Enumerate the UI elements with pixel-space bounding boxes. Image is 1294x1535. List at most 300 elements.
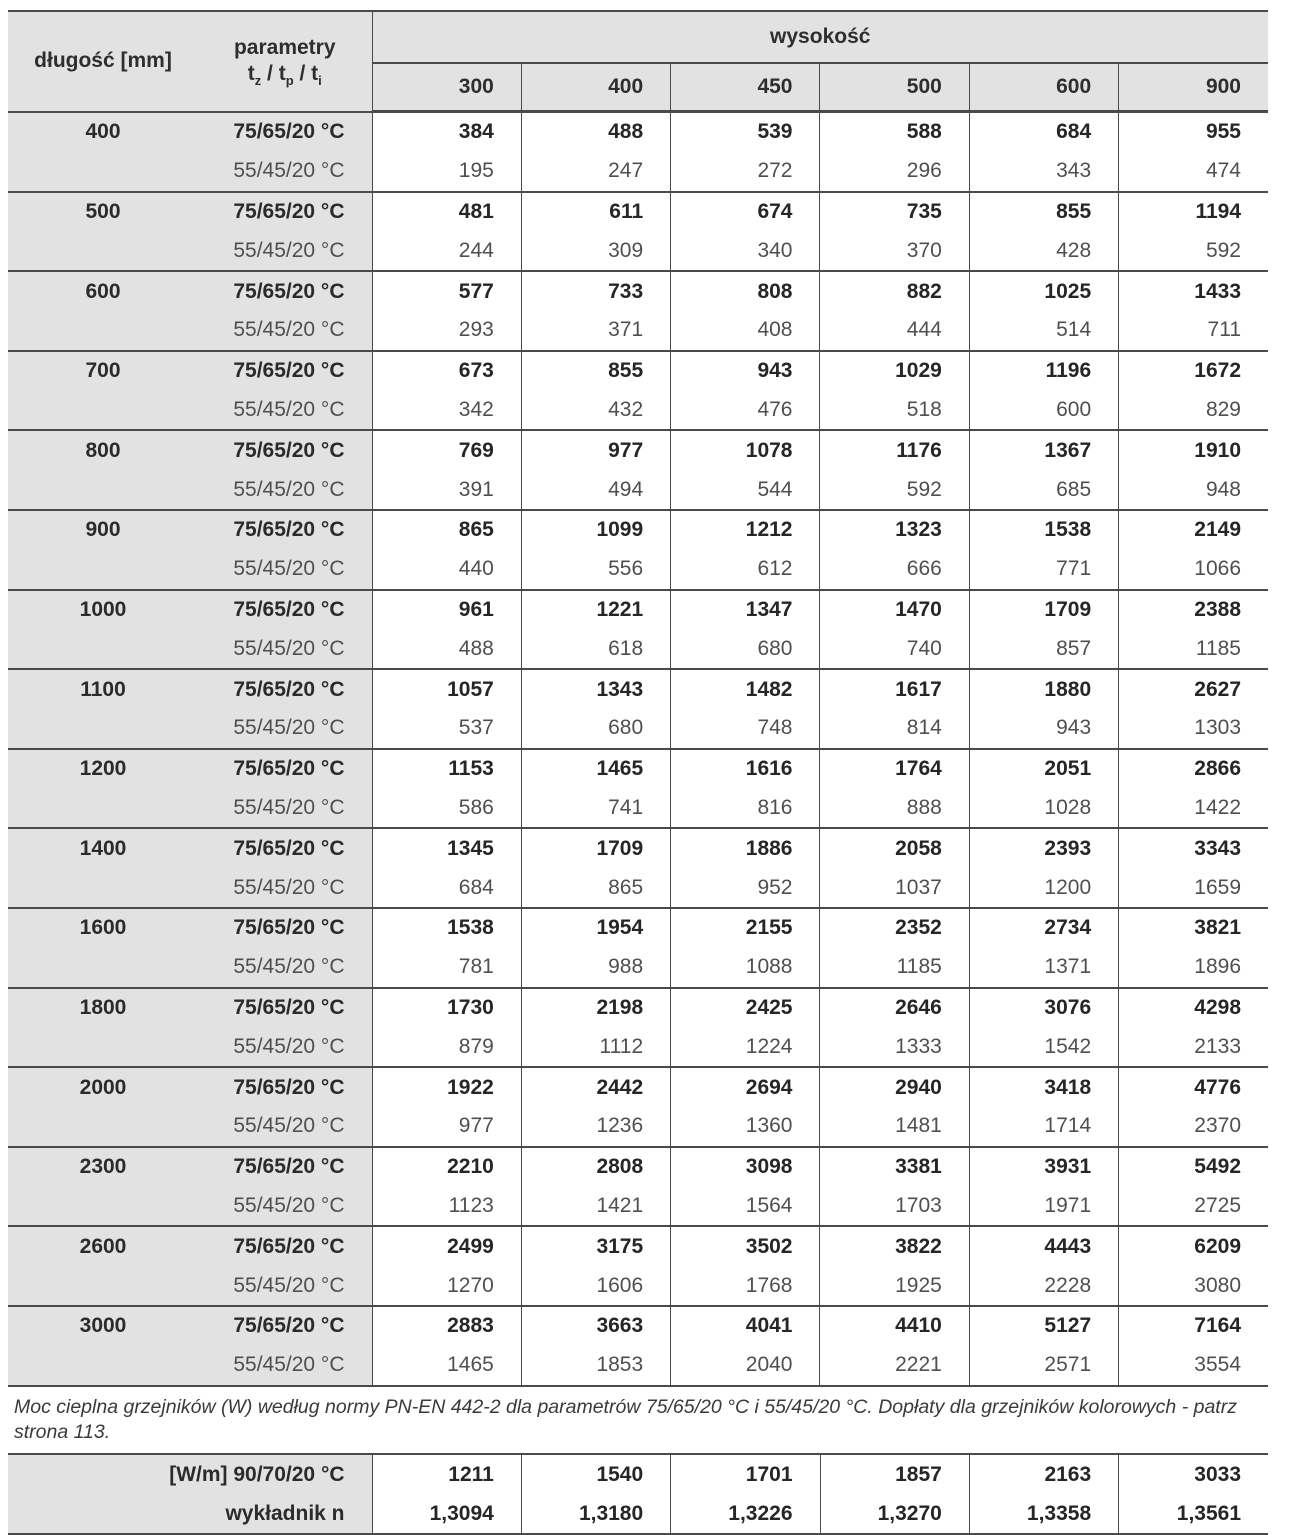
output-value-high: 1153 [372, 749, 521, 789]
output-value-low: 1371 [969, 948, 1118, 988]
output-value-high: 4443 [969, 1226, 1118, 1266]
output-value-high: 3931 [969, 1147, 1118, 1187]
length-cell: 500 [8, 192, 198, 232]
output-value-low: 2133 [1119, 1027, 1268, 1067]
output-value-low: 1971 [969, 1187, 1118, 1227]
radiator-row-high [8, 749, 1268, 789]
footnote-text: Moc cieplna grzejników (W) według normy PN-EN 442-2 dla parametrów 75/65/20 °C i 55/45/20 °C. Dopłaty dla grzejników kolorowych - patrz strona 113. [14, 1395, 1237, 1443]
param-label-low: 55/45/20 °C [198, 709, 372, 749]
output-value-low: 556 [521, 550, 670, 590]
output-value-low: 741 [521, 789, 670, 829]
output-value-low: 3080 [1119, 1266, 1268, 1306]
length-cell-empty [8, 948, 198, 988]
output-value-low: 1896 [1119, 948, 1268, 988]
output-value-high: 1212 [671, 510, 820, 550]
length-cell-empty [8, 1027, 198, 1067]
output-value-high: 6209 [1119, 1226, 1268, 1266]
output-value-low: 977 [372, 1107, 521, 1147]
wm-value: 2163 [969, 1454, 1118, 1494]
output-value-high: 4776 [1119, 1067, 1268, 1107]
output-value-low: 440 [372, 550, 521, 590]
length-cell-empty [8, 1187, 198, 1227]
param-label-high: 75/65/20 °C [198, 988, 372, 1028]
exponent-value: 1,3226 [671, 1494, 820, 1534]
length-cell: 1600 [8, 908, 198, 948]
length-cell: 600 [8, 271, 198, 311]
output-value-high: 1538 [969, 510, 1118, 550]
output-value-low: 1112 [521, 1027, 670, 1067]
output-value-low: 371 [521, 311, 670, 351]
wm-value: 1701 [671, 1454, 820, 1494]
exponent-row-label: wykładnik n [8, 1494, 372, 1534]
radiator-row-low [8, 709, 1268, 749]
param-symbols: $t_z / t_p / t_i$ [247, 62, 322, 89]
output-value-high: 3343 [1119, 828, 1268, 868]
output-value-high: 2940 [820, 1067, 969, 1107]
output-value-low: 685 [969, 470, 1118, 510]
length-cell: 1400 [8, 828, 198, 868]
param-label-low: 55/45/20 °C [198, 629, 372, 669]
output-value-high: 3175 [521, 1226, 670, 1266]
radiator-row-low [8, 1346, 1268, 1386]
output-value-low: 3554 [1119, 1346, 1268, 1386]
output-value-low: 370 [820, 231, 969, 271]
output-value-high: 1343 [521, 669, 670, 709]
output-value-high: 2198 [521, 988, 670, 1028]
output-value-low: 518 [820, 391, 969, 431]
output-value-high: 1730 [372, 988, 521, 1028]
radiator-row-high [8, 1226, 1268, 1266]
output-value-low: 1333 [820, 1027, 969, 1067]
output-value-high: 1345 [372, 828, 521, 868]
param-label-low: 55/45/20 °C [198, 470, 372, 510]
height-column-header: 900 [1119, 63, 1268, 112]
output-value-high: 865 [372, 510, 521, 550]
exponent-value: 1,3561 [1119, 1494, 1268, 1534]
radiator-row-low [8, 1027, 1268, 1067]
output-value-low: 865 [521, 868, 670, 908]
output-value-low: 680 [671, 629, 820, 669]
output-value-low: 600 [969, 391, 1118, 431]
param-label-low: 55/45/20 °C [198, 550, 372, 590]
output-value-low: 1123 [372, 1187, 521, 1227]
output-value-high: 2808 [521, 1147, 670, 1187]
output-value-low: 1481 [820, 1107, 969, 1147]
radiator-row-high [8, 192, 1268, 232]
output-value-high: 1025 [969, 271, 1118, 311]
output-value-low: 948 [1119, 470, 1268, 510]
output-value-low: 2040 [671, 1346, 820, 1386]
param-label-high: 75/65/20 °C [198, 749, 372, 789]
output-value-low: 1703 [820, 1187, 969, 1227]
wm-value: 3033 [1119, 1454, 1268, 1494]
output-value-low: 244 [372, 231, 521, 271]
output-value-high: 2352 [820, 908, 969, 948]
table-body [8, 112, 1268, 1386]
param-label-low: 55/45/20 °C [198, 948, 372, 988]
output-value-low: 343 [969, 152, 1118, 192]
output-value-low: 888 [820, 789, 969, 829]
output-value-low: 342 [372, 391, 521, 431]
output-value-high: 1196 [969, 351, 1118, 391]
radiator-row-low [8, 391, 1268, 431]
output-value-low: 1421 [521, 1187, 670, 1227]
output-value-high: 1470 [820, 590, 969, 630]
output-value-high: 1954 [521, 908, 670, 948]
output-value-low: 857 [969, 629, 1118, 669]
output-value-low: 666 [820, 550, 969, 590]
output-value-high: 2694 [671, 1067, 820, 1107]
output-value-high: 4041 [671, 1306, 820, 1346]
height-span-header: wysokość [372, 11, 1268, 63]
output-value-high: 384 [372, 112, 521, 152]
output-value-high: 1433 [1119, 271, 1268, 311]
length-cell: 2300 [8, 1147, 198, 1187]
parameters-column-header [198, 11, 372, 112]
output-value-high: 3663 [521, 1306, 670, 1346]
length-cell: 800 [8, 430, 198, 470]
output-value-low: 537 [372, 709, 521, 749]
radiator-row-high [8, 669, 1268, 709]
output-value-low: 879 [372, 1027, 521, 1067]
output-value-high: 1029 [820, 351, 969, 391]
output-value-low: 1088 [671, 948, 820, 988]
output-value-high: 2442 [521, 1067, 670, 1107]
output-value-low: 1303 [1119, 709, 1268, 749]
output-value-low: 340 [671, 231, 820, 271]
radiator-row-low [8, 311, 1268, 351]
length-cell-empty [8, 789, 198, 829]
wm-value: 1857 [820, 1454, 969, 1494]
output-value-low: 1236 [521, 1107, 670, 1147]
output-value-high: 882 [820, 271, 969, 311]
radiator-row-high [8, 590, 1268, 630]
radiator-row-high [8, 510, 1268, 550]
length-cell: 400 [8, 112, 198, 152]
length-cell: 1200 [8, 749, 198, 789]
output-value-high: 577 [372, 271, 521, 311]
length-cell-empty [8, 1346, 198, 1386]
param-label-low: 55/45/20 °C [198, 1187, 372, 1227]
output-value-high: 977 [521, 430, 670, 470]
output-value-low: 2370 [1119, 1107, 1268, 1147]
output-value-high: 3098 [671, 1147, 820, 1187]
length-cell-empty [8, 470, 198, 510]
radiator-row-low [8, 470, 1268, 510]
output-value-low: 1270 [372, 1266, 521, 1306]
output-value-low: 1028 [969, 789, 1118, 829]
output-value-high: 961 [372, 590, 521, 630]
param-label-high: 75/65/20 °C [198, 112, 372, 152]
length-cell-empty [8, 391, 198, 431]
output-value-low: 1200 [969, 868, 1118, 908]
output-value-low: 1066 [1119, 550, 1268, 590]
output-value-high: 855 [969, 192, 1118, 232]
output-value-high: 2388 [1119, 590, 1268, 630]
radiator-row-high [8, 351, 1268, 391]
output-value-low: 1542 [969, 1027, 1118, 1067]
output-value-high: 4298 [1119, 988, 1268, 1028]
length-cell-empty [8, 231, 198, 271]
output-value-high: 2627 [1119, 669, 1268, 709]
wm-value: 1211 [372, 1454, 521, 1494]
output-value-low: 1853 [521, 1346, 670, 1386]
output-value-high: 2155 [671, 908, 820, 948]
param-label-high: 75/65/20 °C [198, 590, 372, 630]
output-value-high: 2866 [1119, 749, 1268, 789]
param-label-high: 75/65/20 °C [198, 1147, 372, 1187]
exponent-value: 1,3358 [969, 1494, 1118, 1534]
heat-output-table [8, 10, 1268, 1387]
output-value-high: 1910 [1119, 430, 1268, 470]
output-value-high: 2058 [820, 828, 969, 868]
length-cell: 3000 [8, 1306, 198, 1346]
radiator-row-high [8, 1306, 1268, 1346]
output-value-high: 684 [969, 112, 1118, 152]
radiator-row-high [8, 908, 1268, 948]
param-label-low: 55/45/20 °C [198, 789, 372, 829]
length-cell-empty [8, 868, 198, 908]
output-value-low: 1185 [1119, 629, 1268, 669]
length-cell-empty [8, 709, 198, 749]
wm-row [8, 1454, 1268, 1494]
param-label-high: 75/65/20 °C [198, 351, 372, 391]
exponent-value: 1,3270 [820, 1494, 969, 1534]
output-value-high: 735 [820, 192, 969, 232]
length-cell-empty [8, 152, 198, 192]
output-value-high: 488 [521, 112, 670, 152]
param-label-low: 55/45/20 °C [198, 231, 372, 271]
height-column-header: 500 [820, 63, 969, 112]
param-label-low: 55/45/20 °C [198, 152, 372, 192]
output-value-low: 711 [1119, 311, 1268, 351]
output-value-high: 4410 [820, 1306, 969, 1346]
output-value-low: 814 [820, 709, 969, 749]
output-value-low: 1714 [969, 1107, 1118, 1147]
radiator-row-low [8, 948, 1268, 988]
output-value-high: 1176 [820, 430, 969, 470]
output-value-high: 1347 [671, 590, 820, 630]
output-value-high: 481 [372, 192, 521, 232]
output-value-low: 544 [671, 470, 820, 510]
output-value-high: 674 [671, 192, 820, 232]
length-column-header: długość [mm] [8, 11, 198, 112]
param-label-high: 75/65/20 °C [198, 1226, 372, 1266]
wm-row-label: [W/m] 90/70/20 °C [8, 1454, 372, 1494]
output-value-low: 1224 [671, 1027, 820, 1067]
output-value-high: 2734 [969, 908, 1118, 948]
output-value-low: 684 [372, 868, 521, 908]
output-value-low: 2221 [820, 1346, 969, 1386]
param-label-low: 55/45/20 °C [198, 1107, 372, 1147]
param-label-low: 55/45/20 °C [198, 868, 372, 908]
output-value-low: 1360 [671, 1107, 820, 1147]
param-label-low: 55/45/20 °C [198, 1266, 372, 1306]
param-label-high: 75/65/20 °C [198, 271, 372, 311]
output-value-low: 1185 [820, 948, 969, 988]
output-value-high: 3821 [1119, 908, 1268, 948]
output-value-low: 293 [372, 311, 521, 351]
output-value-high: 2425 [671, 988, 820, 1028]
output-value-high: 1057 [372, 669, 521, 709]
output-value-low: 592 [1119, 231, 1268, 271]
output-value-low: 1925 [820, 1266, 969, 1306]
output-value-high: 1709 [521, 828, 670, 868]
length-cell-empty [8, 1107, 198, 1147]
height-column-header: 450 [671, 63, 820, 112]
output-value-high: 2051 [969, 749, 1118, 789]
output-value-high: 3822 [820, 1226, 969, 1266]
radiator-row-high [8, 988, 1268, 1028]
output-value-low: 618 [521, 629, 670, 669]
output-value-low: 408 [671, 311, 820, 351]
output-value-low: 586 [372, 789, 521, 829]
output-value-high: 1194 [1119, 192, 1268, 232]
output-value-low: 943 [969, 709, 1118, 749]
radiator-row-low [8, 231, 1268, 271]
height-column-header: 600 [969, 63, 1118, 112]
radiator-row-high [8, 828, 1268, 868]
output-value-high: 1323 [820, 510, 969, 550]
output-value-high: 1709 [969, 590, 1118, 630]
output-value-high: 5127 [969, 1306, 1118, 1346]
output-value-low: 829 [1119, 391, 1268, 431]
output-value-high: 1465 [521, 749, 670, 789]
output-value-high: 1672 [1119, 351, 1268, 391]
length-cell-empty [8, 1266, 198, 1306]
length-cell: 1100 [8, 669, 198, 709]
radiator-row-low [8, 1107, 1268, 1147]
length-cell-empty [8, 550, 198, 590]
output-value-low: 771 [969, 550, 1118, 590]
radiator-row-high [8, 112, 1268, 152]
param-label-high: 75/65/20 °C [198, 510, 372, 550]
radiator-row-low [8, 1266, 1268, 1306]
output-value-high: 733 [521, 271, 670, 311]
output-value-high: 955 [1119, 112, 1268, 152]
radiator-row-low [8, 152, 1268, 192]
output-value-low: 296 [820, 152, 969, 192]
radiator-row-high [8, 271, 1268, 311]
length-cell: 700 [8, 351, 198, 391]
param-label-high: 75/65/20 °C [198, 828, 372, 868]
length-cell: 2000 [8, 1067, 198, 1107]
radiator-row-high [8, 430, 1268, 470]
output-value-high: 673 [372, 351, 521, 391]
param-label-high: 75/65/20 °C [198, 192, 372, 232]
output-value-high: 611 [521, 192, 670, 232]
output-value-low: 2571 [969, 1346, 1118, 1386]
output-value-high: 1617 [820, 669, 969, 709]
output-value-high: 1922 [372, 1067, 521, 1107]
output-value-low: 494 [521, 470, 670, 510]
exponent-row [8, 1494, 1268, 1534]
exponent-value: 1,3180 [521, 1494, 670, 1534]
length-cell: 2600 [8, 1226, 198, 1266]
output-value-high: 1764 [820, 749, 969, 789]
table-header [8, 11, 1268, 112]
output-value-high: 2883 [372, 1306, 521, 1346]
param-label-high: 75/65/20 °C [198, 669, 372, 709]
output-value-low: 1422 [1119, 789, 1268, 829]
output-value-high: 808 [671, 271, 820, 311]
length-cell-empty [8, 629, 198, 669]
output-value-low: 2228 [969, 1266, 1118, 1306]
output-value-low: 748 [671, 709, 820, 749]
output-value-high: 3076 [969, 988, 1118, 1028]
output-value-low: 680 [521, 709, 670, 749]
output-value-low: 195 [372, 152, 521, 192]
output-value-low: 740 [820, 629, 969, 669]
output-value-high: 3381 [820, 1147, 969, 1187]
output-value-low: 1606 [521, 1266, 670, 1306]
wm-value: 1540 [521, 1454, 670, 1494]
radiator-row-low [8, 868, 1268, 908]
radiator-row-low [8, 1187, 1268, 1227]
output-value-low: 247 [521, 152, 670, 192]
output-value-high: 2393 [969, 828, 1118, 868]
output-value-low: 272 [671, 152, 820, 192]
output-value-high: 2646 [820, 988, 969, 1028]
output-value-high: 1886 [671, 828, 820, 868]
output-value-high: 7164 [1119, 1306, 1268, 1346]
output-value-low: 309 [521, 231, 670, 271]
param-label-high: 75/65/20 °C [198, 1306, 372, 1346]
output-value-low: 488 [372, 629, 521, 669]
output-value-low: 612 [671, 550, 820, 590]
output-value-low: 1564 [671, 1187, 820, 1227]
radiator-row-low [8, 789, 1268, 829]
output-value-low: 2725 [1119, 1187, 1268, 1227]
param-label-low: 55/45/20 °C [198, 391, 372, 431]
output-value-high: 1221 [521, 590, 670, 630]
radiator-row-high [8, 1067, 1268, 1107]
output-value-high: 3418 [969, 1067, 1118, 1107]
height-column-header: 400 [521, 63, 670, 112]
output-value-low: 428 [969, 231, 1118, 271]
output-value-low: 391 [372, 470, 521, 510]
length-cell-empty [8, 311, 198, 351]
output-value-low: 1768 [671, 1266, 820, 1306]
output-value-high: 1616 [671, 749, 820, 789]
output-value-high: 2499 [372, 1226, 521, 1266]
param-label-high: 75/65/20 °C [198, 908, 372, 948]
output-value-high: 2210 [372, 1147, 521, 1187]
output-value-low: 952 [671, 868, 820, 908]
per-meter-table [8, 1453, 1268, 1535]
output-value-low: 432 [521, 391, 670, 431]
output-value-high: 2149 [1119, 510, 1268, 550]
param-label-high: 75/65/20 °C [198, 1067, 372, 1107]
output-value-low: 816 [671, 789, 820, 829]
output-value-high: 1482 [671, 669, 820, 709]
output-value-high: 1078 [671, 430, 820, 470]
height-column-header: 300 [372, 63, 521, 112]
length-cell: 1000 [8, 590, 198, 630]
output-value-low: 476 [671, 391, 820, 431]
parameters-title: parametry [233, 36, 336, 59]
output-value-low: 1659 [1119, 868, 1268, 908]
output-value-high: 1367 [969, 430, 1118, 470]
length-cell: 1800 [8, 988, 198, 1028]
output-value-low: 592 [820, 470, 969, 510]
length-cell: 900 [8, 510, 198, 550]
radiator-row-high [8, 1147, 1268, 1187]
param-label-low: 55/45/20 °C [198, 1346, 372, 1386]
param-label-high: 75/65/20 °C [198, 430, 372, 470]
param-label-low: 55/45/20 °C [198, 311, 372, 351]
output-value-high: 588 [820, 112, 969, 152]
